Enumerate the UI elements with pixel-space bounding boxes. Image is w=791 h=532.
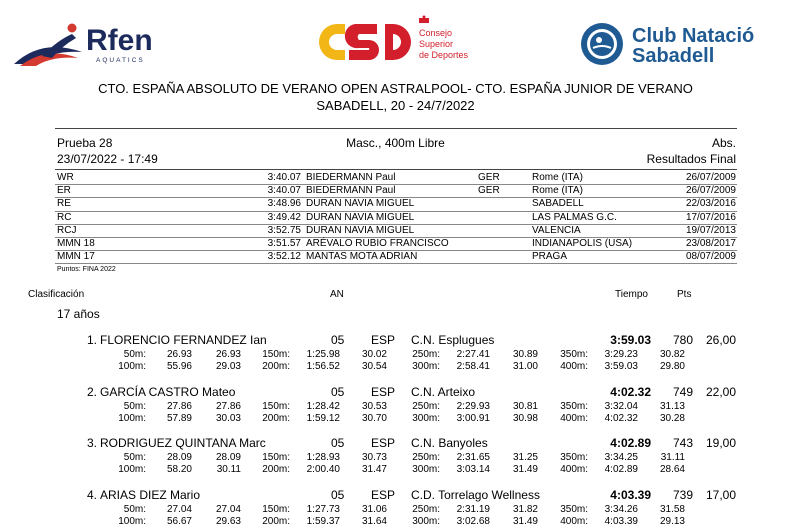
split-distance-label: 50m: (123, 400, 146, 412)
age-group-heading: 17 años (57, 307, 100, 321)
fina-points: 739 (672, 487, 693, 502)
csd-logo (315, 14, 475, 70)
record-code: MMN 18 (57, 238, 95, 249)
record-time: 3:48.96 (267, 198, 301, 210)
split-distance-label: 150m: (262, 503, 290, 515)
fina-points: 780 (672, 333, 693, 347)
split-distance-label: 400m: (560, 412, 588, 424)
split-cumulative-time: 1:27.73 (306, 503, 340, 515)
record-holder: MANTAS MOTA ADRIAN (306, 251, 418, 263)
record-code: ER (57, 185, 71, 197)
split-distance-label: 200m: (262, 515, 290, 527)
record-date: 17/07/2016 (685, 211, 736, 223)
split-distance-label: 400m: (560, 361, 588, 372)
split-cumulative-time: 4:02.89 (604, 464, 638, 475)
split-distance-label: 150m: (262, 452, 290, 463)
split-distance-label: 300m: (412, 412, 440, 424)
split-lap-time: 29.80 (659, 361, 685, 372)
split-lap-time: 30.54 (361, 361, 387, 372)
split-lap-time: 31.49 (512, 464, 538, 475)
split-cumulative-time: 26.93 (166, 349, 192, 360)
split-lap-time: 28.64 (659, 464, 685, 475)
split-lap-time: 31.11 (660, 452, 685, 463)
column-header-tiempo: Tiempo (615, 289, 648, 300)
split-distance-label: 350m: (560, 400, 588, 412)
split-cumulative-time: 28.09 (166, 452, 192, 463)
championship-location-dates: SABADELL, 20 - 24/7/2022 (316, 98, 475, 113)
split-lap-time: 30.02 (361, 349, 387, 360)
record-code: RC (57, 211, 72, 223)
score: 22,00 (705, 384, 736, 399)
split-distance-label: 200m: (262, 412, 290, 424)
swimmer-name: GARCÍA CASTRO Mateo (100, 384, 236, 399)
split-distance-label: 300m: (412, 515, 440, 527)
final-time: 3:59.03 (610, 333, 651, 347)
split-distance-label: 50m: (123, 349, 146, 360)
split-cumulative-time: 2:58.41 (456, 361, 490, 372)
split-cumulative-time: 3:34.26 (604, 503, 638, 515)
split-cumulative-time: 3:32.04 (604, 400, 638, 412)
score: 26,00 (705, 333, 736, 347)
points-note: Puntos: FINA 2022 (57, 266, 116, 273)
split-cumulative-time: 2:00.40 (306, 464, 340, 475)
split-lap-time: 31.47 (361, 464, 387, 475)
nationality: ESP (371, 384, 396, 399)
record-date: 19/07/2013 (685, 224, 736, 236)
club-name: C.N. Arteixo (411, 384, 476, 399)
record-time: 3:40.07 (267, 172, 301, 183)
record-date: 08/07/2009 (685, 251, 736, 263)
split-lap-time: 30.81 (512, 400, 538, 412)
record-date: 22/03/2016 (685, 198, 736, 210)
record-holder: ARÉVALO RUBIO FRANCISCO (306, 238, 449, 249)
birth-year: 05 (331, 436, 345, 450)
record-place: INDIANAPOLIS (USA) (532, 238, 633, 249)
split-cumulative-time: 55.96 (166, 361, 192, 372)
record-holder: DURAN NAVIA MIGUEL (306, 198, 415, 210)
split-distance-label: 400m: (560, 515, 588, 527)
record-date: 26/07/2009 (685, 172, 736, 183)
split-lap-time: 30.98 (512, 412, 538, 424)
record-place: PRAGA (532, 251, 568, 263)
rfen-logo-text: Rfen (86, 24, 153, 57)
split-cumulative-time: 56.67 (166, 515, 192, 527)
final-time: 4:03.39 (610, 487, 651, 502)
record-holder: BIEDERMANN Paul (306, 172, 396, 183)
club-logo-text-2: Sabadell (632, 45, 715, 67)
split-lap-time: 30.89 (512, 349, 538, 360)
birth-year: 05 (331, 333, 345, 347)
record-holder: BIEDERMANN Paul (306, 185, 396, 197)
split-distance-label: 100m: (118, 464, 146, 475)
nationality: ESP (371, 436, 396, 450)
split-lap-time: 31.06 (361, 503, 387, 515)
score: 19,00 (705, 436, 736, 450)
split-cumulative-time: 3:00.91 (456, 412, 490, 424)
split-cumulative-time: 3:29.23 (604, 349, 638, 360)
split-distance-label: 100m: (118, 412, 146, 424)
csd-logo-text-1: Consejo (419, 28, 453, 38)
split-distance-label: 50m: (123, 452, 146, 463)
result-rank: 3. (86, 436, 97, 450)
event-name: Masc., 400m Libre (346, 136, 445, 150)
divider (55, 169, 737, 170)
record-date: 26/07/2009 (685, 185, 736, 197)
rfen-logo-subtext: AQUATICS (96, 57, 145, 64)
split-distance-label: 250m: (412, 452, 440, 463)
event-category: Abs. (711, 136, 736, 150)
split-distance-label: 250m: (412, 349, 440, 360)
split-distance-label: 100m: (118, 515, 146, 527)
split-lap-time: 31.82 (512, 503, 538, 515)
final-time: 4:02.32 (610, 384, 651, 399)
record-time: 3:40.07 (267, 185, 301, 197)
record-place: SABADELL (532, 198, 584, 210)
split-distance-label: 400m: (560, 464, 588, 475)
record-holder: DURAN NAVIA MIGUEL (306, 224, 415, 236)
nationality: ESP (371, 487, 396, 502)
record-date: 23/08/2017 (685, 238, 736, 249)
split-lap-time: 29.63 (215, 515, 241, 527)
split-lap-time: 30.73 (361, 452, 387, 463)
record-time: 3:51.57 (267, 238, 301, 249)
result-rank: 2. (86, 384, 97, 399)
club-name: C.N. Banyoles (411, 436, 488, 450)
split-cumulative-time: 1:56.52 (306, 361, 340, 372)
column-header-clasificacion: Clasificación (28, 289, 85, 300)
record-place: VALENCIA (532, 224, 581, 236)
split-cumulative-time: 2:31.65 (456, 452, 490, 463)
column-header-an: AN (330, 289, 344, 300)
split-lap-time: 28.09 (215, 452, 241, 463)
split-lap-time: 31.49 (512, 515, 538, 527)
split-cumulative-time: 1:59.12 (306, 412, 340, 424)
split-distance-label: 200m: (262, 464, 290, 475)
split-cumulative-time: 58.20 (166, 464, 192, 475)
split-lap-time: 29.03 (215, 361, 241, 372)
club-logo-text-1: Club Natació (632, 25, 755, 47)
split-cumulative-time: 4:02.32 (604, 412, 638, 424)
event-datetime: 23/07/2022 - 17:49 (57, 152, 158, 166)
fina-points: 749 (672, 384, 693, 399)
swimmer-name: ARIAS DIEZ Mario (100, 487, 201, 502)
record-nation: GER (478, 185, 500, 197)
split-lap-time: 31.00 (512, 361, 538, 372)
event-result-type: Resultados Final (646, 152, 736, 166)
split-lap-time: 31.64 (361, 515, 387, 527)
split-distance-label: 350m: (560, 503, 588, 515)
split-distance-label: 150m: (262, 349, 290, 360)
split-cumulative-time: 4:03.39 (604, 515, 638, 527)
fina-points: 743 (672, 436, 693, 450)
split-distance-label: 350m: (560, 452, 588, 463)
score: 17,00 (705, 487, 736, 502)
split-cumulative-time: 1:28.93 (306, 452, 340, 463)
record-code: MMN 17 (57, 251, 95, 263)
split-cumulative-time: 57.89 (166, 412, 192, 424)
record-code: RE (57, 198, 71, 210)
csd-logo-text-3: de Deportes (419, 50, 469, 60)
event-number: Prueba 28 (57, 136, 113, 150)
split-lap-time: 27.86 (215, 400, 241, 412)
split-lap-time: 30.28 (659, 412, 685, 424)
split-cumulative-time: 1:59.37 (306, 515, 340, 527)
result-rank: 1. (86, 333, 97, 347)
split-distance-label: 250m: (412, 400, 440, 412)
split-distance-label: 250m: (412, 503, 440, 515)
club-name: C.N. Esplugues (411, 333, 495, 347)
record-code: WR (57, 172, 74, 183)
split-distance-label: 100m: (118, 361, 146, 372)
split-distance-label: 300m: (412, 361, 440, 372)
split-lap-time: 30.70 (361, 412, 387, 424)
split-lap-time: 26.93 (215, 349, 241, 360)
record-time: 3:52.75 (267, 224, 301, 236)
record-holder: DURAN NAVIA MIGUEL (306, 211, 415, 223)
swimmer-name: RODRIGUEZ QUINTANA Marc (100, 436, 266, 450)
column-header-pts: Pts (677, 289, 692, 300)
rfen-logo (12, 20, 172, 70)
birth-year: 05 (331, 384, 345, 399)
split-cumulative-time: 2:31.19 (456, 503, 490, 515)
club-name: C.D. Torrelago Wellness (411, 487, 540, 502)
split-cumulative-time: 3:02.68 (456, 515, 490, 527)
final-time: 4:02.89 (610, 436, 651, 450)
crown-icon (419, 16, 429, 24)
record-place: Rome (ITA) (532, 172, 583, 183)
split-cumulative-time: 3:03.14 (456, 464, 490, 475)
split-lap-time: 30.11 (216, 464, 241, 475)
csd-logo-text-2: Superior (419, 39, 454, 49)
split-cumulative-time: 27.86 (166, 400, 192, 412)
split-distance-label: 350m: (560, 349, 588, 360)
split-cumulative-time: 1:25.98 (306, 349, 340, 360)
split-lap-time: 30.53 (361, 400, 387, 412)
split-lap-time: 31.58 (659, 503, 685, 515)
split-lap-time: 31.13 (659, 400, 685, 412)
split-lap-time: 30.82 (659, 349, 685, 360)
record-time: 3:52.12 (267, 251, 301, 263)
split-lap-time: 30.03 (215, 412, 241, 424)
result-rank: 4. (86, 487, 97, 502)
nationality: ESP (371, 333, 396, 347)
split-distance-label: 200m: (262, 361, 290, 372)
split-distance-label: 50m: (123, 503, 146, 515)
divider (55, 128, 737, 129)
record-time: 3:49.42 (267, 211, 301, 223)
split-lap-time: 29.13 (659, 515, 685, 527)
record-row-divider (55, 184, 737, 185)
club-natacio-sabadell-logo (580, 18, 780, 70)
split-lap-time: 31.25 (512, 452, 538, 463)
record-nation: GER (478, 172, 500, 183)
record-place: Rome (ITA) (532, 185, 583, 197)
split-cumulative-time: 2:27.41 (456, 349, 490, 360)
split-cumulative-time: 3:59.03 (604, 361, 638, 372)
split-cumulative-time: 2:29.93 (456, 400, 490, 412)
record-place: LAS PALMAS G.C. (532, 211, 617, 223)
record-code: RCJ (57, 224, 77, 236)
split-cumulative-time: 1:28.42 (306, 400, 340, 412)
record-row-divider (55, 263, 737, 264)
championship-title: CTO. ESPAÑA ABSOLUTO DE VERANO OPEN ASTRALPOOL- CTO. ESPAÑA JUNIOR DE VERANO (98, 81, 693, 96)
swimmer-name: FLORENCIO FERNANDEZ Ian (100, 333, 267, 347)
split-cumulative-time: 3:34.25 (604, 452, 638, 463)
split-distance-label: 300m: (412, 464, 440, 475)
split-cumulative-time: 27.04 (166, 503, 192, 515)
birth-year: 05 (331, 487, 345, 502)
split-distance-label: 150m: (262, 400, 290, 412)
split-lap-time: 27.04 (215, 503, 241, 515)
